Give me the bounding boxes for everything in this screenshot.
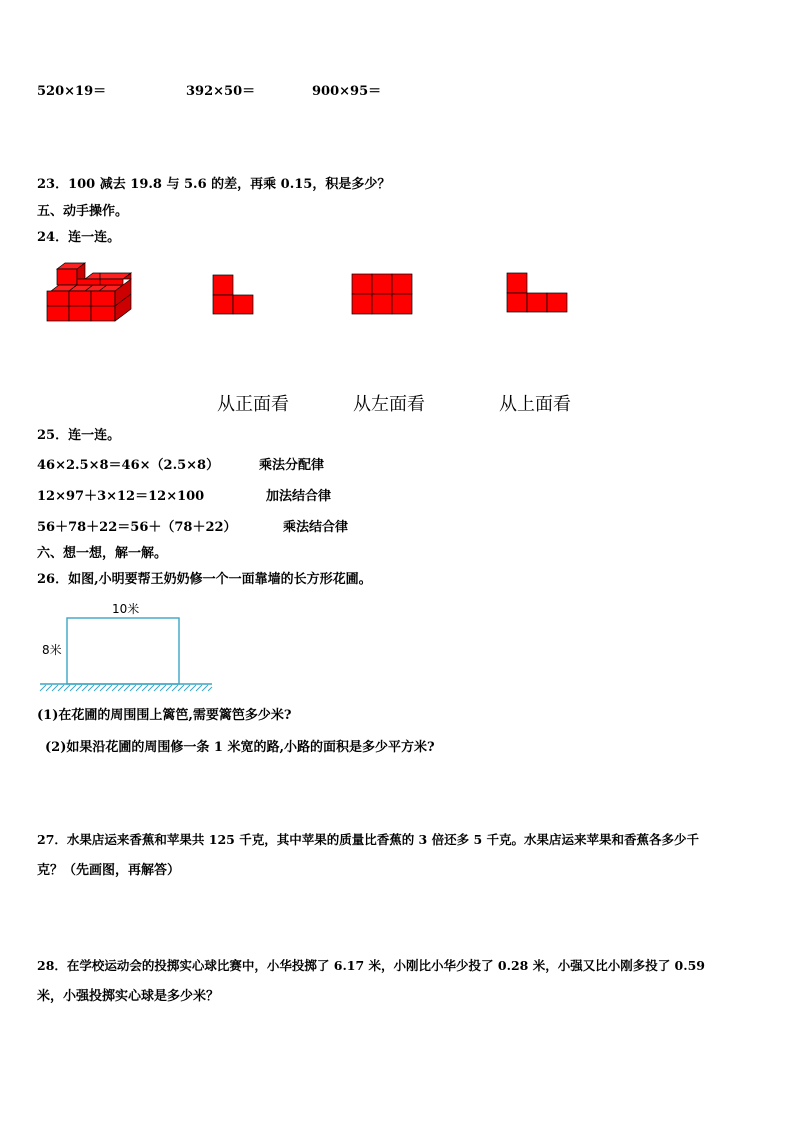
question-26-title: 26．如图,小明要帮王奶奶修一个一面靠墙的长方形花圃。 [37,572,372,587]
question-28-line-1: 28．在学校运动会的投掷实心球比赛中，小华投掷了 6.17 米，小刚比小华少投了 0.28 米，小强又比小刚多投了 0.59 [37,958,705,973]
cube-solid-figure [45,261,135,323]
q25-expression-2: 12×97＋3×12＝12×100 [37,489,205,504]
q26-sub-question-1: (1)在花圃的周围围上篱笆,需要篱笆多少米? [37,708,292,723]
garden-height-label: 8米 [42,643,62,657]
view-shape-1 [212,274,254,316]
q25-law-2: 加法结合律 [266,489,332,504]
section-5-heading: 五、动手操作。 [37,204,129,219]
question-25-title: 25．连一连。 [37,428,121,443]
view-label-front: 从正面看 [217,394,289,415]
question-27-line-1: 27．水果店运来香蕉和苹果共 125 千克，其中苹果的质量比香蕉的 3 倍还多 5 千克。水果店运来苹果和香蕉各多少千 [37,832,699,847]
calc-3: 900×95＝ [312,84,382,99]
calc-2: 392×50＝ [186,84,256,99]
garden-diagram [38,616,214,692]
view-shape-2 [351,273,413,315]
q25-expression-1: 46×2.5×8＝46×（2.5×8） [37,458,220,473]
view-shape-3 [506,272,568,314]
question-28-line-2: 米，小强投掷实心球是多少米？ [37,989,220,1004]
calc-1: 520×19＝ [37,84,107,99]
question-24-title: 24．连一连。 [37,230,121,245]
garden-width-label: 10米 [112,602,140,616]
section-6-heading: 六、想一想，解一解。 [37,546,168,561]
question-27-line-2: 克？（先画图，再解答） [37,863,181,878]
question-23: 23．100 减去 19.8 与 5.6 的差，再乘 0.15，积是多少？ [37,177,391,192]
view-label-top: 从上面看 [499,394,571,415]
q25-law-3: 乘法结合律 [283,520,349,535]
q25-law-1: 乘法分配律 [259,458,325,473]
q26-sub-question-2: (2)如果沿花圃的周围修一条 1 米宽的路,小路的面积是多少平方米? [45,740,435,755]
view-label-left: 从左面看 [353,394,425,415]
q25-expression-3: 56＋78＋22＝56＋（78＋22） [37,520,237,535]
